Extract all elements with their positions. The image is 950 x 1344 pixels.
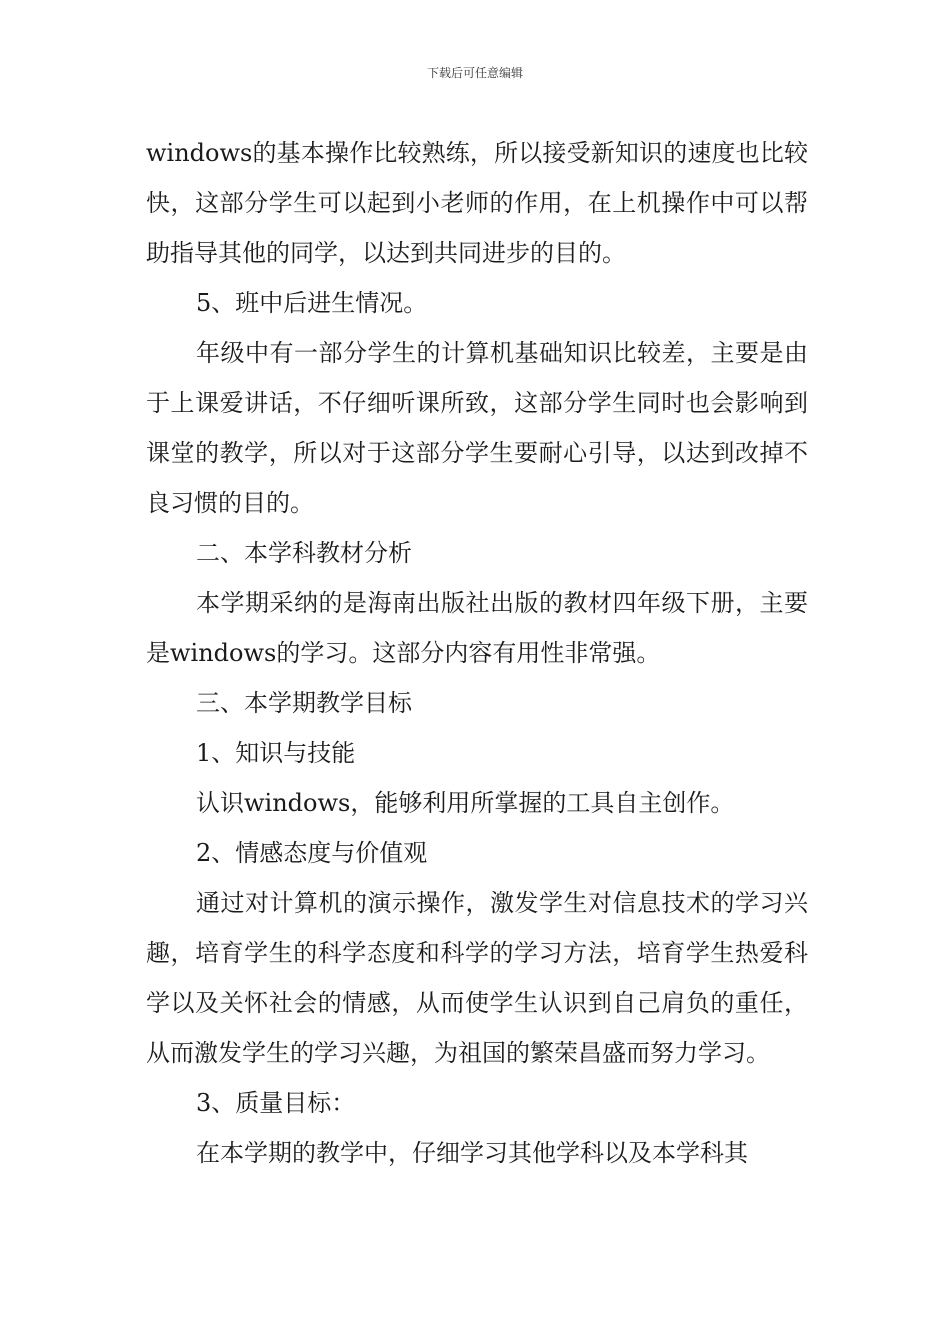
section-heading-textbook-analysis: 二、本学科教材分析	[196, 539, 412, 567]
subheading-knowledge-skills: 1、知识与技能	[196, 739, 356, 767]
document-body	[146, 128, 808, 1178]
paragraph-quality-goals: 在本学期的教学中，仔细学习其他学科以及本学科其	[196, 1139, 748, 1167]
paragraph-heading-weak-students: 5、班中后进生情况。	[196, 289, 428, 317]
paragraph-windows-basics: windows的基本操作比较熟练，所以接受新知识的速度也比较快，这部分学生可以起到小老师的作用，在上机操作中可以帮助指导其他的同学，以达到共同进步的目的。	[146, 139, 808, 267]
paragraph-emotion-attitude: 通过对计算机的演示操作，激发学生对信息技术的学习兴趣，培育学生的科学态度和科学的学习方法，培育学生热爱科学以及关怀社会的情感，从而使学生认识到自己肩负的重任，从而激发学生的学习兴趣，为祖国的繁荣昌盛而努力学习。	[146, 889, 808, 1067]
paragraph-knowledge-skills: 认识windows，能够利用所掌握的工具自主创作。	[196, 789, 735, 817]
section-heading-teaching-goals: 三、本学期教学目标	[196, 689, 412, 717]
subheading-emotion-attitude: 2、情感态度与价值观	[196, 839, 428, 867]
subheading-quality-goals: 3、质量目标：	[196, 1089, 356, 1117]
page-header: 下载后可任意编辑	[426, 66, 523, 80]
paragraph-weak-students: 年级中有一部分学生的计算机基础知识比较差，主要是由于上课爱讲话，不仔细听课所致，这部分学生同时也会影响到课堂的教学，所以对于这部分学生要耐心引导，以达到改掉不良习惯的目的。	[146, 339, 808, 517]
paragraph-textbook-analysis: 本学期采纳的是海南出版社出版的教材四年级下册，主要是windows的学习。这部分内容有用性非常强。	[146, 589, 808, 667]
